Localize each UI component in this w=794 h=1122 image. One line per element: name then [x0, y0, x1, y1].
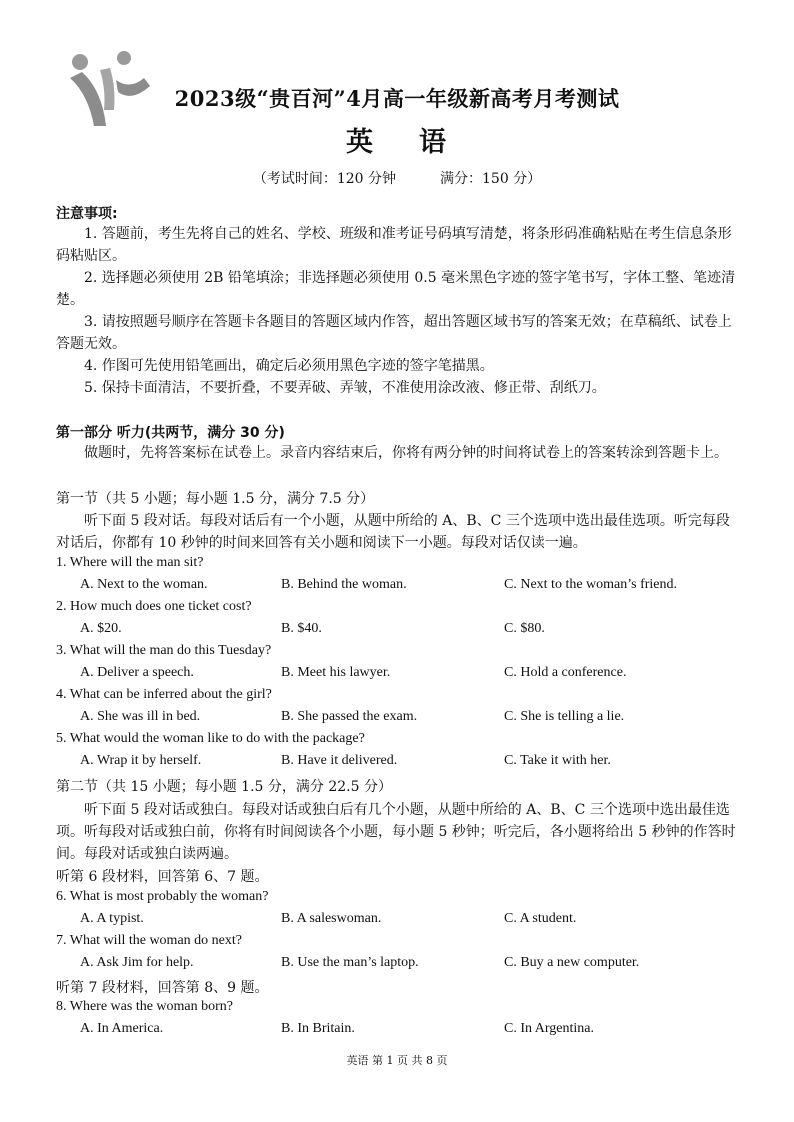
part1-heading: 第一部分 听力(共两节，满分 30 分)	[56, 425, 285, 441]
option-c: C. Next to the woman’s friend.	[504, 577, 678, 592]
subject-title	[0, 120, 794, 159]
question-7: 7. What will the woman do next?	[56, 933, 242, 948]
material-6-instruction: 听第 6 段材料，回答第 6、7 题。	[56, 869, 269, 885]
subject-char-2: 语	[419, 127, 448, 158]
section2-instruction: 听下面 5 段对话或独白。每段对话或独白后有几个小题，从题中所给的 A、B、C 三个选项中选出最佳选项。听每段对话或独白前，你将有时间阅读各个小题，每小题 5 秒钟；听完后，各小题将给出 5 秒钟的作答时间。每段对话或独白读两遍。	[56, 802, 736, 862]
option-b: B. She passed the exam.	[281, 709, 418, 724]
question-4: 4. What can be inferred about the girl?	[56, 687, 272, 702]
option-c: C. A student.	[504, 911, 577, 926]
option-a: A. Next to the woman.	[80, 577, 208, 592]
question-1: 1. Where will the man sit?	[56, 555, 204, 570]
exam-title: 2023级“贵百河”4月高一年级新高考月考测试	[174, 86, 620, 111]
material-7-instruction: 听第 7 段材料，回答第 8、9 题。	[56, 980, 269, 996]
notice-item-5: 5. 保持卡面清洁，不要折叠，不要弄破、弄皱，不准使用涂改液、修正带、刮纸刀。	[84, 380, 606, 396]
option-c: C. Hold a conference.	[504, 665, 627, 680]
option-b: B. Behind the woman.	[281, 577, 407, 592]
option-a: A. $20.	[80, 621, 122, 636]
notice-item-1: 1. 答题前，考生先将自己的姓名、学校、班级和准考证号码填写清楚，将条形码准确粘贴在考生信息条形码粘贴区。	[56, 226, 732, 264]
option-a: A. She was ill in bed.	[80, 709, 201, 724]
exam-info	[0, 168, 794, 188]
question-6: 6. What is most probably the woman?	[56, 889, 269, 904]
option-b: B. A saleswoman.	[281, 911, 382, 926]
page-footer: 英语 第 1 页 共 8 页	[346, 1054, 448, 1067]
option-a: A. Ask Jim for help.	[80, 955, 194, 970]
exam-time: （考试时间：120 分钟	[252, 171, 396, 187]
option-a: A. A typist.	[80, 911, 144, 926]
section1-heading: 第一节（共 5 小题；每小题 1.5 分，满分 7.5 分）	[56, 491, 375, 507]
option-b: B. $40.	[281, 621, 322, 636]
notice-item-4: 4. 作图可先使用铅笔画出，确定后必须用黑色字迹的签字笔描黑。	[84, 358, 494, 374]
option-b: B. Use the man’s laptop.	[281, 955, 419, 970]
question-8: 8. Where was the woman born?	[56, 999, 234, 1014]
option-b: B. In Britain.	[281, 1021, 355, 1036]
question-2: 2. How much does one ticket cost?	[56, 599, 252, 614]
option-c: C. She is telling a lie.	[504, 709, 625, 724]
question-3: 3. What will the man do this Tuesday?	[56, 643, 272, 658]
option-b: B. Have it delivered.	[281, 753, 398, 768]
option-c: C. $80.	[504, 621, 545, 636]
option-c: C. Buy a new computer.	[504, 955, 640, 970]
option-b: B. Meet his lawyer.	[281, 665, 391, 680]
part1-intro: 做题时，先将答案标在试卷上。录音内容结束后，你将有两分钟的时间将试卷上的答案转涂到答题卡上。	[84, 445, 728, 461]
notice-heading: 注意事项:	[56, 206, 118, 222]
option-c: C. Take it with her.	[504, 753, 611, 768]
exam-score: 满分：150 分）	[440, 171, 542, 187]
question-5: 5. What would the woman like to do with the package?	[56, 731, 365, 746]
option-a: A. Deliver a speech.	[80, 665, 194, 680]
section2-heading: 第二节（共 15 小题；每小题 1.5 分，满分 22.5 分）	[56, 779, 392, 795]
option-a: A. Wrap it by herself.	[80, 753, 202, 768]
notice-item-2: 2. 选择题必须使用 2B 铅笔填涂；非选择题必须使用 0.5 毫米黑色字迹的签字笔书写，字体工整、笔迹清楚。	[56, 270, 736, 308]
notice-item-3: 3. 请按照题号顺序在答题卡各题目的答题区域内作答，超出答题区域书写的答案无效；在草稿纸、试卷上答题无效。	[56, 314, 732, 352]
option-c: C. In Argentina.	[504, 1021, 594, 1036]
option-a: A. In America.	[80, 1021, 164, 1036]
section1-instruction: 听下面 5 段对话。每段对话后有一个小题，从题中所给的 A、B、C 三个选项中选出最佳选项。听完每段对话后，你都有 10 秒钟的时间来回答有关小题和阅读下一小题。每段对话仅读一遍。	[56, 513, 730, 551]
subject-char-1: 英	[346, 127, 375, 158]
